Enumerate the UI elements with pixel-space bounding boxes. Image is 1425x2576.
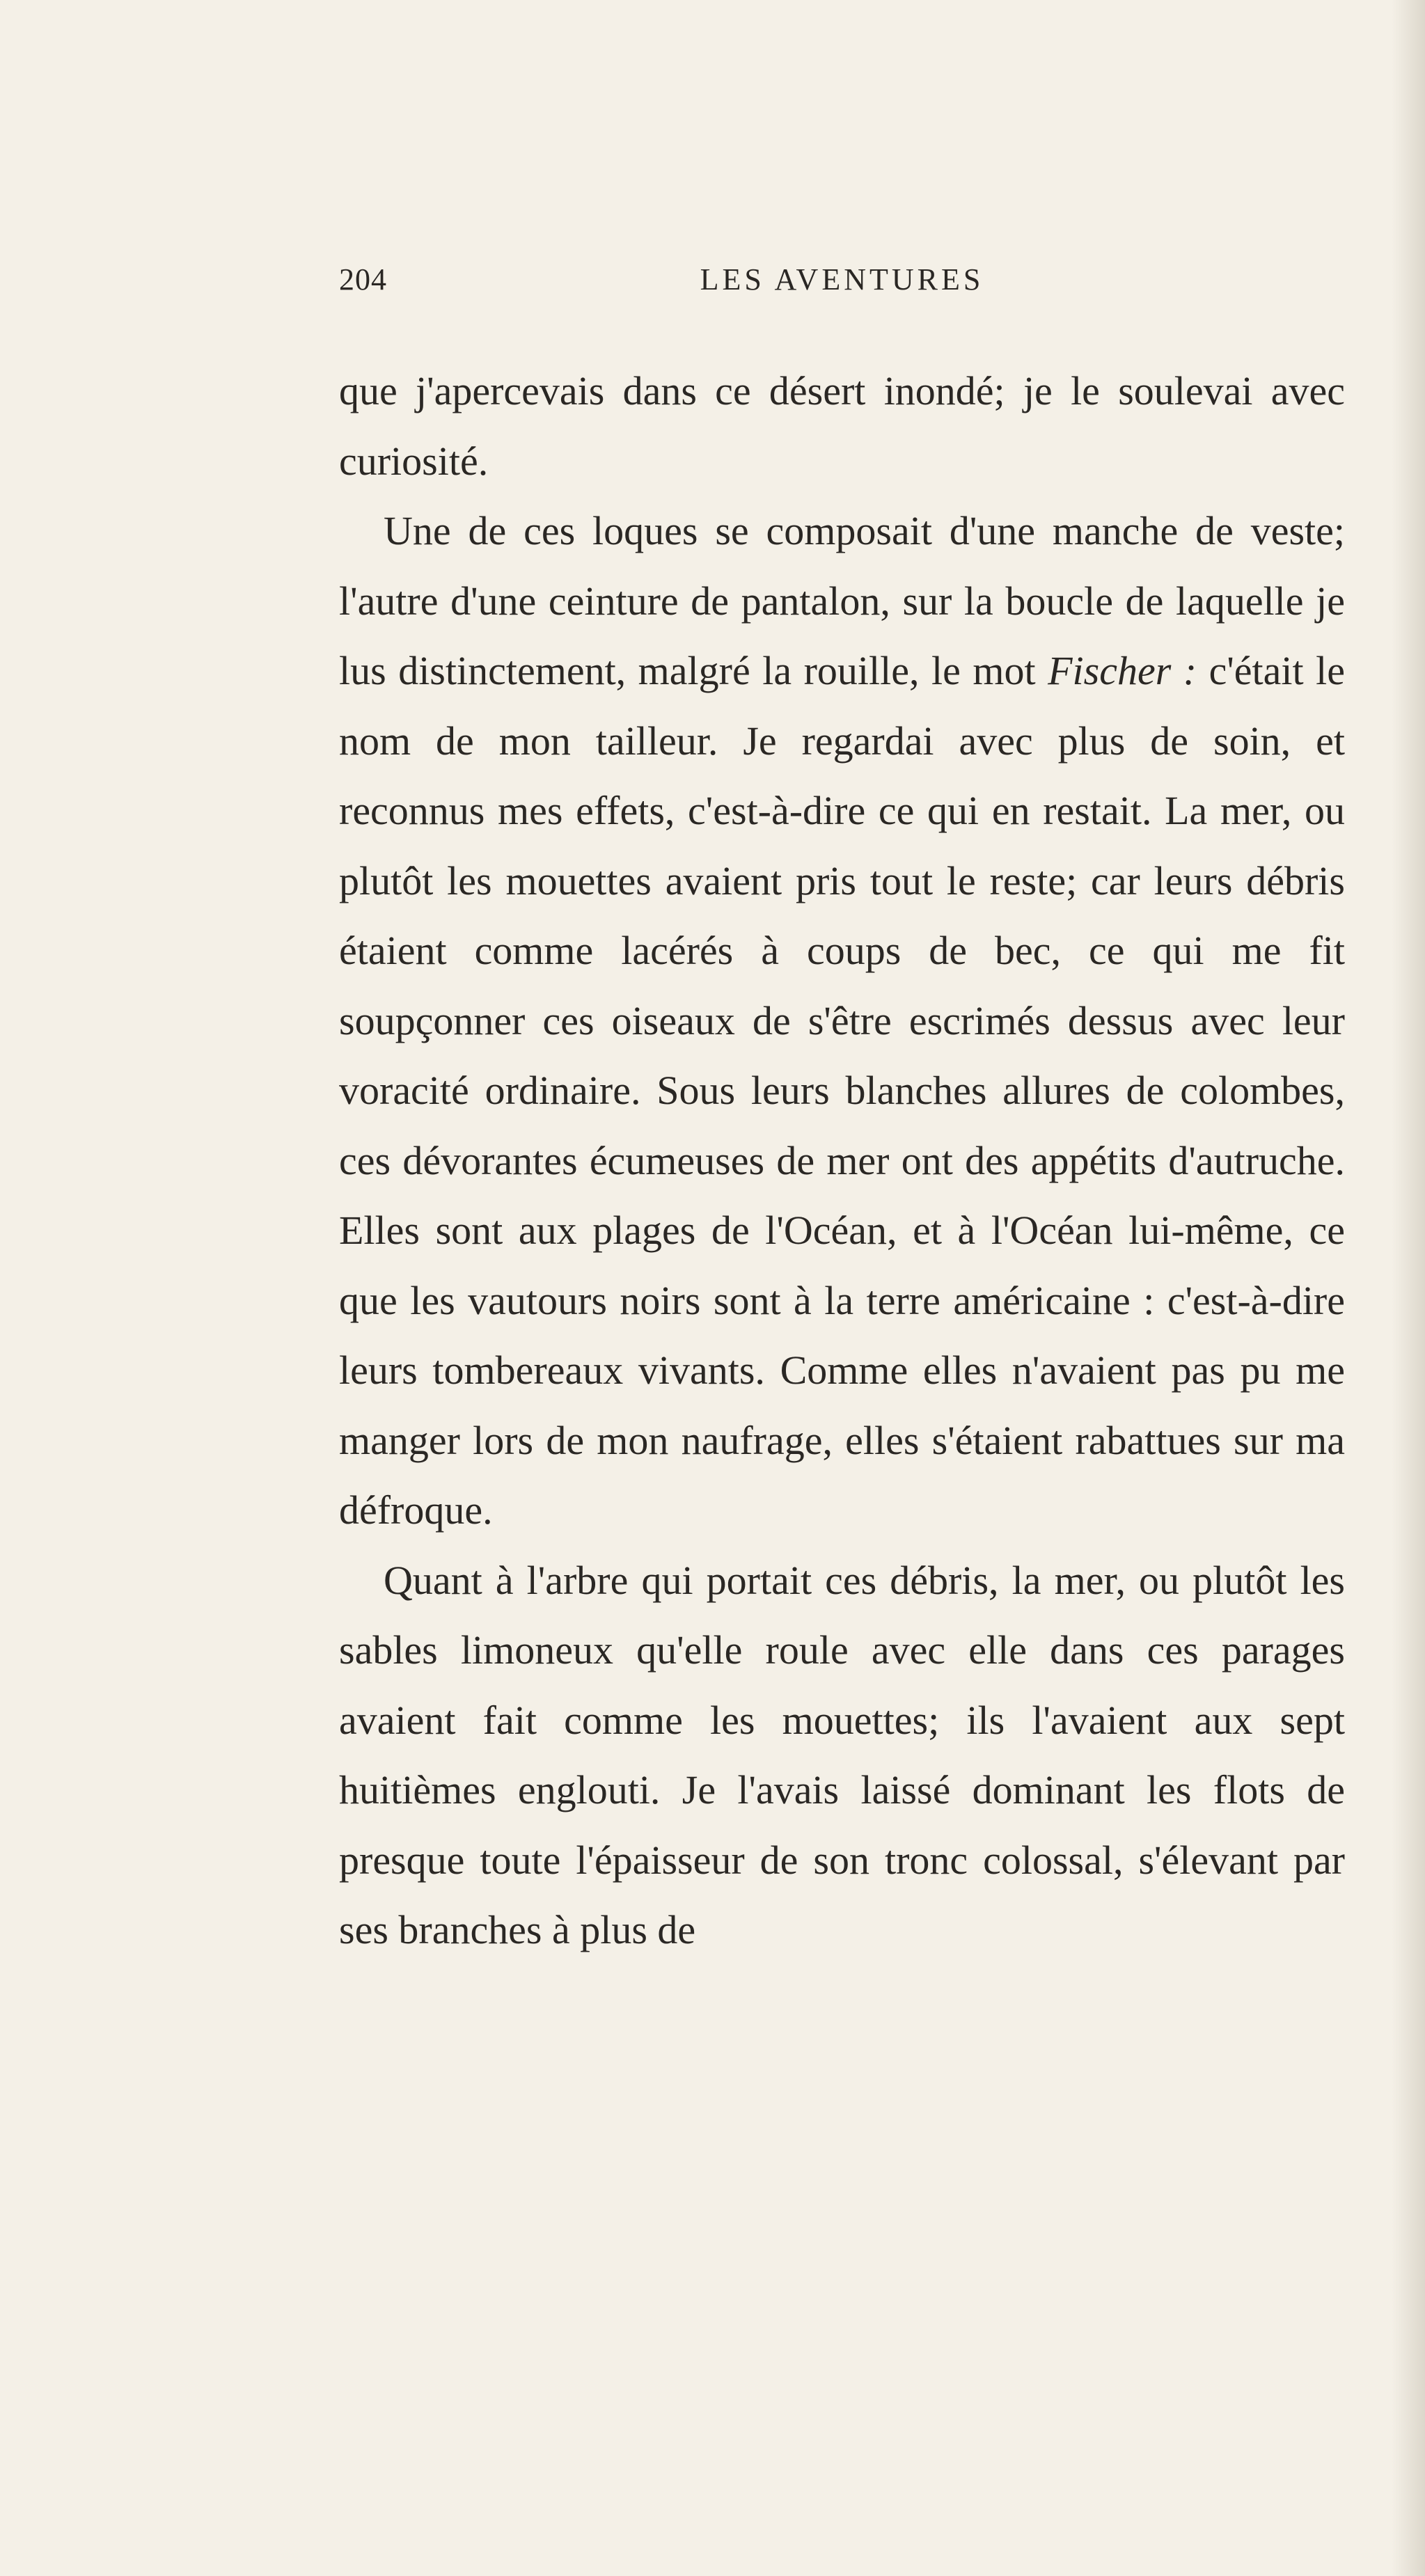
paragraph-1-text: que j'apercevais dans ce désert inondé; je le soulevai avec curiosité. [339, 368, 1345, 484]
page-edge-shadow [1392, 0, 1425, 2576]
paragraph-1 [339, 356, 1345, 496]
paragraph-2-text-after: c'était le nom de mon tailleur. Je regardai avec plus de soin, et reconnus mes effets, c'est-à-dire ce qui en restait. La mer, ou plutôt les mouettes avaient pris tout le reste; car leurs débris étaient comme lacérés à coups de bec, ce qui me fit soupçonner ces oiseaux de s'être escrimés dessus avec leur voracité ordinaire. Sous leurs blanches allures de colombes, ces dévorantes écumeuses de mer ont des appétits d'autruche. Elles sont aux plages de l'Océan, et à l'Océan lui-même, ce que les vautours noirs sont à la terre américaine : c'est-à-dire leurs tombereaux vivants. Comme elles n'avaient pas pu me manger lors de mon naufrage, elles s'étaient rabattues sur ma défroque. [339, 648, 1345, 1533]
paragraph-2-text-before: Une de ces loques se composait d'une manche de veste; l'autre d'une ceinture de pantalon, sur la boucle de laquelle je lus distinctement, malgré la rouille, le mot [339, 508, 1345, 693]
page-number: 204 [339, 262, 387, 297]
paragraph-2 [339, 496, 1345, 1546]
paragraph-3-text: Quant à l'arbre qui portait ces débris, la mer, ou plutôt les sables limoneux qu'elle roule avec elle dans ces parages avaient fait comme les mouettes; ils l'avaient aux sept huitièmes englouti. Je l'avais laissé dominant les flots de presque toute l'épaisseur de son tronc colossal, s'élevant par ses branches à plus de [339, 1557, 1345, 1952]
page-header [339, 262, 1345, 303]
running-title: LES AVENTURES [700, 262, 984, 297]
paragraph-2-italic-word: Fischer : [1048, 648, 1197, 693]
paragraph-3 [339, 1546, 1345, 1966]
body-text [339, 356, 1345, 1966]
